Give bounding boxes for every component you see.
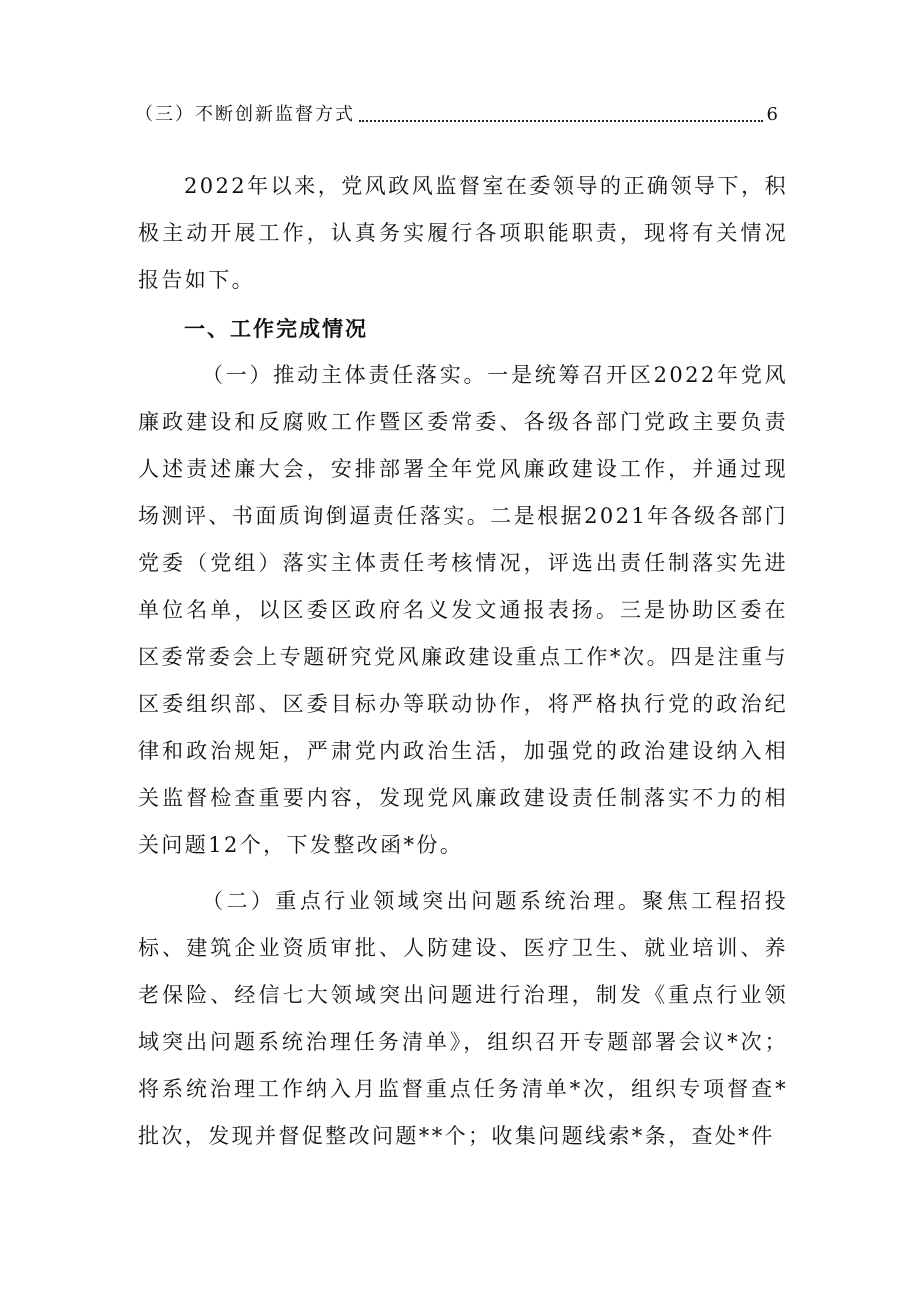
- toc-entry[interactable]: [135, 100, 780, 130]
- toc-page-number: 6: [766, 104, 780, 125]
- section-heading-work-completion: 一、工作完成情况: [184, 316, 368, 341]
- intro-paragraph: 2022年以来，党风政风监督室在委领导的正确领导下，积极主动开展工作，认真务实履行各项职能职责，现将有关情况报告如下。: [138, 174, 788, 292]
- paragraph-key-industry-governance: （二）重点行业领域突出问题系统治理。聚焦工程招投标、建筑企业资质审批、人防建设、医疗卫生、就业培训、养老保险、经信七大领域突出问题进行治理，制发《重点行业领域突出问题系统治理任务清单》，组织召开专题部署会议*次；将系统治理工作纳入月监督重点任务清单*次，组织专项督查*批次，发现并督促整改问题**个；收集问题线索*条，查处*件: [138, 889, 788, 1148]
- toc-dot-leader: [359, 120, 763, 122]
- toc-entry-text: （三）不断创新监督方式: [135, 104, 355, 125]
- paragraph-main-responsibility: （一）推动主体责任落实。一是统筹召开区2022年党风廉政建设和反腐败工作暨区委常委、各级各部门党政主要负责人述责述廉大会，安排部署全年党风廉政建设工作，并通过现场测评、书面质询倒逼责任落实。二是根据2021年各级各部门党委（党组）落实主体责任考核情况，评选出责任制落实先进单位名单，以区委区政府名义发文通报表扬。三是协助区委在区委常委会上专题研究党风廉政建设重点工作*次。四是注重与区委组织部、区委目标办等联动协作，将严格执行党的政治纪律和政治规矩，严肃党内政治生活，加强党的政治建设纳入相关监督检查重要内容，发现党风廉政建设责任制落实不力的相关问题12个，下发整改函*份。: [138, 363, 788, 857]
